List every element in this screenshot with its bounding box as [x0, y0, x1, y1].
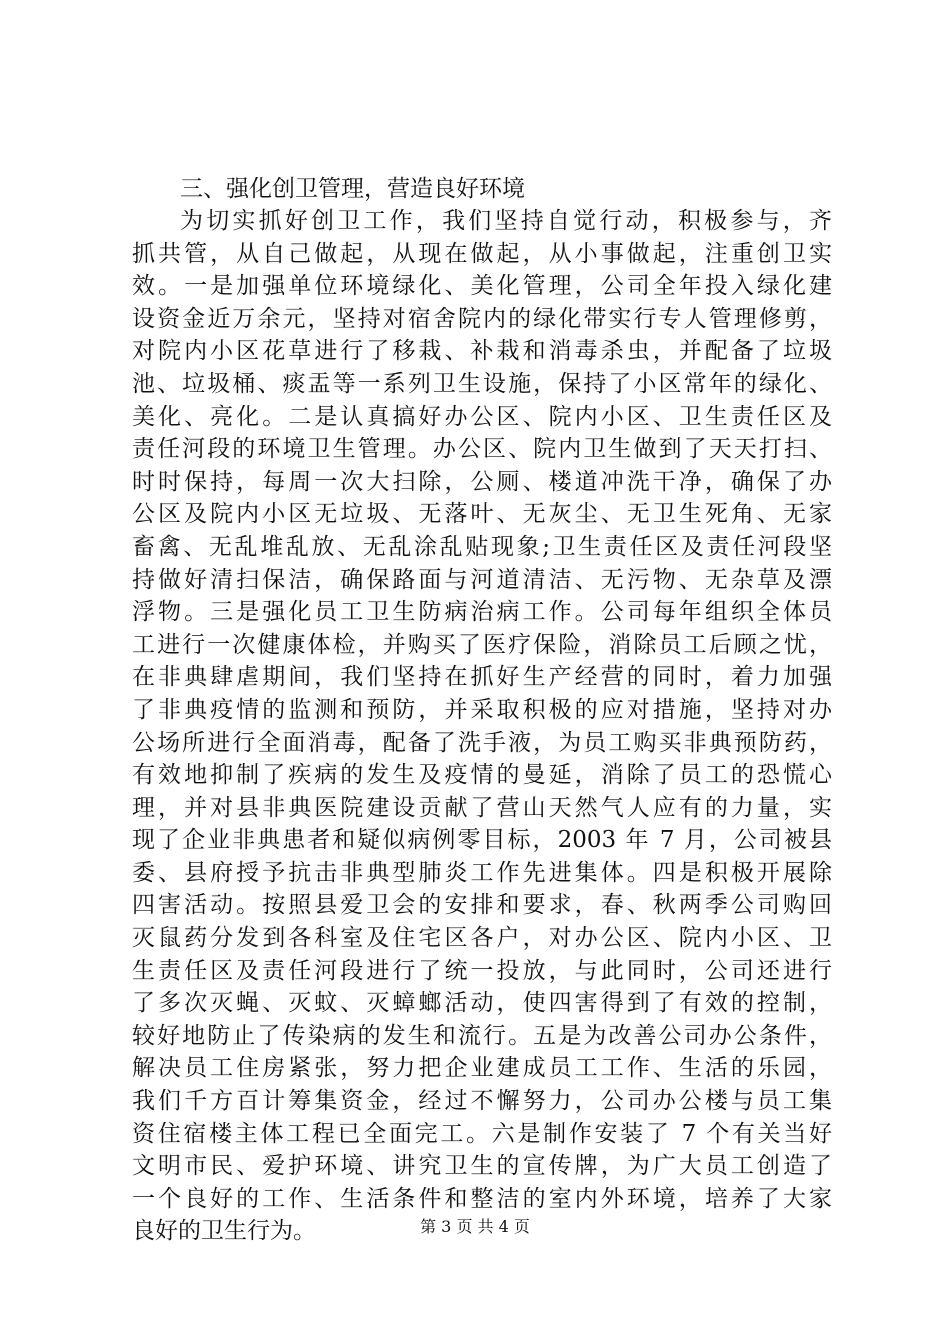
body-line: 我们千方百计筹集资金，经过不懈努力，公司办公楼与员工集: [132, 1088, 832, 1115]
body-line: 一个良好的工作、生活条件和整洁的室内外环境，培养了大家: [132, 1185, 832, 1212]
body-line: 为切实抓好创卫工作，我们坚持自觉行动，积极参与，齐: [180, 208, 832, 234]
body-line: 公区及院内小区无垃圾、无落叶、无灰尘、无卫生死角、无家: [132, 501, 832, 528]
body-line: 委、县府授予抗击非典型肺炎工作先进集体。四是积极开展除: [132, 859, 832, 886]
body-line: 池、垃圾桶、痰盂等一系列卫生设施，保持了小区常年的绿化、: [132, 370, 832, 397]
body-line: 有效地抑制了疾病的发生及疫情的曼延，消除了员工的恐慌心: [132, 762, 832, 789]
body-line: 美化、亮化。二是认真搞好办公区、院内小区、卫生责任区及: [132, 403, 832, 430]
body-line: 浮物。三是强化员工卫生防病治病工作。公司每年组织全体员: [132, 599, 832, 626]
body-line: 良好的卫生行为。: [132, 1218, 316, 1245]
body-line: 文明市民、爱护环境、讲究卫生的宣传牌，为广大员工创造了: [132, 1153, 832, 1180]
body-line: 灭鼠药分发到各科室及住宅区各户，对办公区、院内小区、卫: [132, 925, 832, 952]
section-heading: 三、强化创卫管理，营造良好环境: [180, 176, 525, 202]
body-line: 了多次灭蝇、灭蚊、灭蟑螂活动，使四害得到了有效的控制，: [132, 990, 832, 1017]
body-line: 抓共管，从自己做起，从现在做起，从小事做起，注重创卫实: [132, 240, 832, 267]
body-line: 理，并对县非典医院建设贡献了营山天然气人应有的力量，实: [132, 794, 832, 821]
body-line: 时时保持，每周一次大扫除，公厕、楼道冲洗干净，确保了办: [132, 468, 832, 495]
body-line: 解决员工住房紧张，努力把企业建成员工工作、生活的乐园，: [132, 1055, 832, 1082]
body-line: 对院内小区花草进行了移栽、补栽和消毒杀虫，并配备了垃圾: [132, 338, 832, 365]
page-footer: 第 3 页 共 4 页: [420, 1217, 530, 1236]
section-body: [132, 205, 832, 1248]
body-line: 公场所进行全面消毒，配备了洗手液，为员工购买非典预防药，: [132, 729, 832, 756]
body-line: 了非典疫情的监测和预防，并采取积极的应对措施，坚持对办: [132, 696, 832, 723]
body-line: 生责任区及责任河段进行了统一投放，与此同时，公司还进行: [132, 957, 832, 984]
body-line: 在非典肆虐期间，我们坚持在抓好生产经营的同时，着力加强: [132, 664, 832, 691]
body-line: 持做好清扫保洁，确保路面与河道清洁、无污物、无杂草及漂: [132, 566, 832, 593]
body-line: 责任河段的环境卫生管理。办公区、院内卫生做到了天天打扫、: [132, 436, 832, 463]
body-line: 现了企业非典患者和疑似病例零目标，2003 年 7 月，公司被县: [132, 827, 832, 854]
body-line: 设资金近万余元，坚持对宿舍院内的绿化带实行专人管理修剪，: [132, 305, 832, 332]
body-line: 效。一是加强单位环境绿化、美化管理，公司全年投入绿化建: [132, 273, 832, 300]
body-line: 畜禽、无乱堆乱放、无乱涂乱贴现象;卫生责任区及责任河段坚: [132, 533, 832, 560]
body-line: 工进行一次健康体检，并购买了医疗保险，消除员工后顾之忧，: [132, 631, 832, 658]
body-line: 四害活动。按照县爱卫会的安排和要求，春、秋两季公司购回: [132, 892, 832, 919]
body-line: 较好地防止了传染病的发生和流行。五是为改善公司办公条件，: [132, 1022, 832, 1049]
body-line: 资住宿楼主体工程已全面完工。六是制作安装了 7 个有关当好: [132, 1120, 832, 1147]
